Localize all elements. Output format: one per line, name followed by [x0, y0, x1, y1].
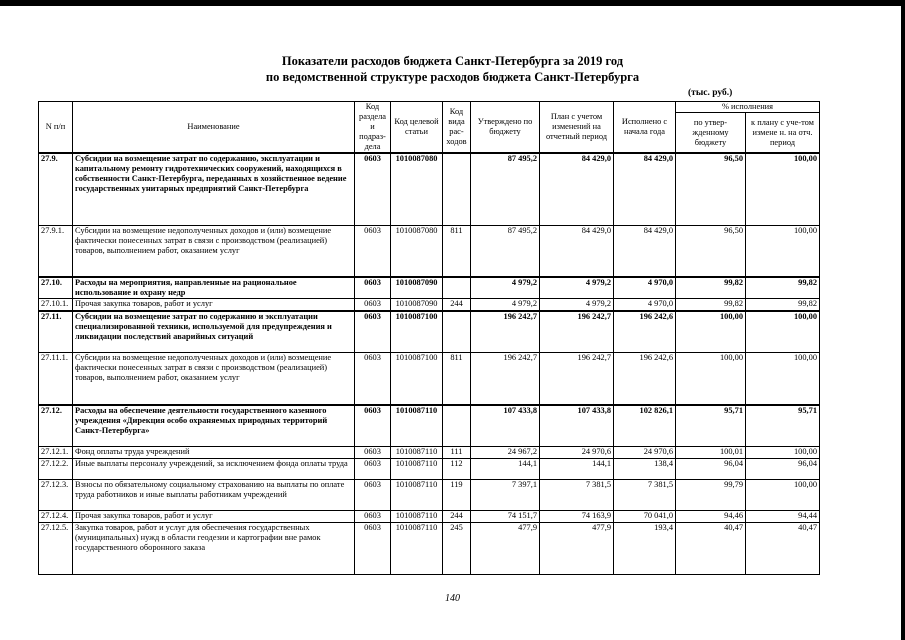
row-executed: 24 970,6 [614, 447, 676, 459]
row-target-code: 1010087090 [391, 277, 443, 299]
row-executed: 196 242,6 [614, 311, 676, 353]
row-num: 27.9.1. [39, 225, 73, 277]
row-name: Прочая закупка товаров, работ и услуг [73, 511, 355, 523]
row-expense-kind: 811 [443, 353, 471, 405]
row-executed: 7 381,5 [614, 480, 676, 511]
row-section-code: 0603 [355, 447, 391, 459]
row-num: 27.10. [39, 277, 73, 299]
table-row [39, 511, 820, 523]
row-expense-kind [443, 311, 471, 353]
row-expense-kind [443, 405, 471, 447]
row-pct-plan: 94,44 [746, 511, 820, 523]
table-row [39, 153, 820, 225]
row-section-code: 0603 [355, 353, 391, 405]
row-pct-plan: 99,82 [746, 277, 820, 299]
row-num: 27.12.4. [39, 511, 73, 523]
row-section-code: 0603 [355, 511, 391, 523]
row-plan: 196 242,7 [540, 353, 614, 405]
row-pct-plan: 99,82 [746, 299, 820, 311]
table-row [39, 299, 820, 311]
page-number: 140 [445, 593, 460, 604]
table-row [39, 225, 820, 277]
table-row [39, 311, 820, 353]
row-expense-kind [443, 277, 471, 299]
row-approved: 4 979,2 [471, 299, 540, 311]
row-approved: 196 242,7 [471, 353, 540, 405]
row-pct-approved: 100,00 [676, 311, 746, 353]
row-pct-plan: 40,47 [746, 523, 820, 575]
row-name: Субсидии на возмещение затрат по содержанию, эксплуатации и капитальному ремонту гидротехнических сооружений, находящихся в собственности Санкт-Петербурга, переданных в хозяйственное ведение государственных унитарных предприятий Санкт-Петербурга [73, 153, 355, 225]
row-plan: 196 242,7 [540, 311, 614, 353]
row-name: Субсидии на возмещение затрат по содержанию и эксплуатации специализированной техники, используемой для предупреждения и ликвидации последствий аварийных ситуаций [73, 311, 355, 353]
units-label: (тыс. руб.) [688, 88, 733, 98]
row-pct-plan: 100,00 [746, 225, 820, 277]
row-num: 27.12.5. [39, 523, 73, 575]
table-row [39, 277, 820, 299]
header-section-code: Код раздела и подраз-дела [355, 102, 391, 154]
header-percent-group: % исполнения [676, 102, 820, 113]
row-executed: 193,4 [614, 523, 676, 575]
row-expense-kind [443, 153, 471, 225]
header-pct-plan: к плану с уче-том измене н. на отч. период [746, 113, 820, 153]
row-pct-approved: 96,50 [676, 225, 746, 277]
row-target-code: 1010087110 [391, 511, 443, 523]
row-num: 27.12.2. [39, 459, 73, 480]
row-pct-plan: 100,00 [746, 153, 820, 225]
row-approved: 74 151,7 [471, 511, 540, 523]
row-name: Расходы на обеспечение деятельности государственного казенного учреждения «Дирекция особо охраняемых природных территорий Санкт-Петербурга» [73, 405, 355, 447]
header-target-code: Код целевой статьи [391, 102, 443, 154]
header-plan: План с учетом изменений на отчетный период [540, 102, 614, 154]
row-num: 27.12.3. [39, 480, 73, 511]
row-name: Расходы на мероприятия, направленные на рациональное использование и охрану недр [73, 277, 355, 299]
row-num: 27.12.1. [39, 447, 73, 459]
row-expense-kind: 245 [443, 523, 471, 575]
row-approved: 7 397,1 [471, 480, 540, 511]
row-pct-approved: 40,47 [676, 523, 746, 575]
row-plan: 74 163,9 [540, 511, 614, 523]
row-pct-approved: 96,04 [676, 459, 746, 480]
row-section-code: 0603 [355, 459, 391, 480]
row-plan: 4 979,2 [540, 277, 614, 299]
row-target-code: 1010087110 [391, 459, 443, 480]
row-plan: 477,9 [540, 523, 614, 575]
row-num: 27.12. [39, 405, 73, 447]
table-row [39, 523, 820, 575]
row-pct-plan: 95,71 [746, 405, 820, 447]
header-name: Наименование [73, 102, 355, 154]
row-section-code: 0603 [355, 480, 391, 511]
row-target-code: 1010087110 [391, 447, 443, 459]
row-section-code: 0603 [355, 405, 391, 447]
row-approved: 196 242,7 [471, 311, 540, 353]
row-pct-approved: 100,00 [676, 353, 746, 405]
row-plan: 7 381,5 [540, 480, 614, 511]
row-pct-approved: 94,46 [676, 511, 746, 523]
row-pct-approved: 96,50 [676, 153, 746, 225]
table-body [39, 153, 820, 575]
row-section-code: 0603 [355, 299, 391, 311]
row-num: 27.11.1. [39, 353, 73, 405]
row-section-code: 0603 [355, 523, 391, 575]
row-plan: 107 433,8 [540, 405, 614, 447]
row-plan: 24 970,6 [540, 447, 614, 459]
table-row [39, 353, 820, 405]
row-executed: 4 970,0 [614, 299, 676, 311]
row-approved: 4 979,2 [471, 277, 540, 299]
row-target-code: 1010087110 [391, 405, 443, 447]
row-name: Фонд оплаты труда учреждений [73, 447, 355, 459]
row-target-code: 1010087090 [391, 299, 443, 311]
row-section-code: 0603 [355, 153, 391, 225]
budget-table [38, 101, 820, 575]
row-pct-approved: 99,82 [676, 299, 746, 311]
row-expense-kind: 111 [443, 447, 471, 459]
row-executed: 4 970,0 [614, 277, 676, 299]
row-section-code: 0603 [355, 277, 391, 299]
row-name: Субсидии на возмещение недополученных доходов и (или) возмещение фактически понесенных затрат в связи с производством (реализацией) товаров, выполнением работ, оказанием услуг [73, 353, 355, 405]
header-pct-approved: по утвер-жденному бюджету [676, 113, 746, 153]
row-target-code: 1010087110 [391, 523, 443, 575]
header-approved: Утверждено по бюджету [471, 102, 540, 154]
row-name: Прочая закупка товаров, работ и услуг [73, 299, 355, 311]
row-num: 27.11. [39, 311, 73, 353]
row-num: 27.10.1. [39, 299, 73, 311]
row-executed: 84 429,0 [614, 225, 676, 277]
document-title: Показатели расходов бюджета Санкт-Петербурга за 2019 год [281, 54, 624, 68]
row-approved: 107 433,8 [471, 405, 540, 447]
scan-top-edge [0, 0, 905, 6]
row-executed: 138,4 [614, 459, 676, 480]
table-row [39, 480, 820, 511]
header-num: N п/п [39, 102, 73, 154]
row-expense-kind: 244 [443, 299, 471, 311]
row-plan: 4 979,2 [540, 299, 614, 311]
row-plan: 84 429,0 [540, 153, 614, 225]
row-num: 27.9. [39, 153, 73, 225]
row-name: Иные выплаты персоналу учреждений, за исключением фонда оплаты труда [73, 459, 355, 480]
row-section-code: 0603 [355, 311, 391, 353]
row-approved: 24 967,2 [471, 447, 540, 459]
row-pct-approved: 99,79 [676, 480, 746, 511]
row-pct-plan: 100,00 [746, 447, 820, 459]
row-pct-approved: 95,71 [676, 405, 746, 447]
row-pct-approved: 100,01 [676, 447, 746, 459]
row-pct-approved: 99,82 [676, 277, 746, 299]
table-row [39, 405, 820, 447]
row-plan: 144,1 [540, 459, 614, 480]
row-approved: 87 495,2 [471, 153, 540, 225]
row-executed: 84 429,0 [614, 153, 676, 225]
table-row [39, 447, 820, 459]
row-section-code: 0603 [355, 225, 391, 277]
row-name: Закупка товаров, работ и услуг для обеспечения государственных (муниципальных) нужд в области геодезии и картографии вне рамок государственного оборонного заказа [73, 523, 355, 575]
row-approved: 477,9 [471, 523, 540, 575]
document-subtitle: по ведомственной структуре расходов бюджета Санкт-Петербурга [265, 70, 640, 84]
row-expense-kind: 244 [443, 511, 471, 523]
row-target-code: 1010087100 [391, 353, 443, 405]
row-executed: 70 041,0 [614, 511, 676, 523]
row-approved: 144,1 [471, 459, 540, 480]
row-executed: 102 826,1 [614, 405, 676, 447]
table-row [39, 459, 820, 480]
header-expense-kind: Код вида рас-ходов [443, 102, 471, 154]
row-target-code: 1010087100 [391, 311, 443, 353]
row-name: Взносы по обязательному социальному страхованию на выплаты по оплате труда работников и иные выплаты работникам учреждений [73, 480, 355, 511]
row-expense-kind: 119 [443, 480, 471, 511]
row-target-code: 1010087080 [391, 225, 443, 277]
row-expense-kind: 811 [443, 225, 471, 277]
row-approved: 87 495,2 [471, 225, 540, 277]
row-pct-plan: 100,00 [746, 311, 820, 353]
scan-right-edge [901, 0, 905, 640]
header-executed: Исполнено с начала года [614, 102, 676, 154]
row-target-code: 1010087080 [391, 153, 443, 225]
row-pct-plan: 100,00 [746, 353, 820, 405]
row-executed: 196 242,6 [614, 353, 676, 405]
row-pct-plan: 100,00 [746, 480, 820, 511]
row-pct-plan: 96,04 [746, 459, 820, 480]
row-plan: 84 429,0 [540, 225, 614, 277]
row-expense-kind: 112 [443, 459, 471, 480]
row-name: Субсидии на возмещение недополученных доходов и (или) возмещение фактически понесенных затрат в связи с производством (реализацией) товаров, выполнением работ, оказанием услуг [73, 225, 355, 277]
row-target-code: 1010087110 [391, 480, 443, 511]
